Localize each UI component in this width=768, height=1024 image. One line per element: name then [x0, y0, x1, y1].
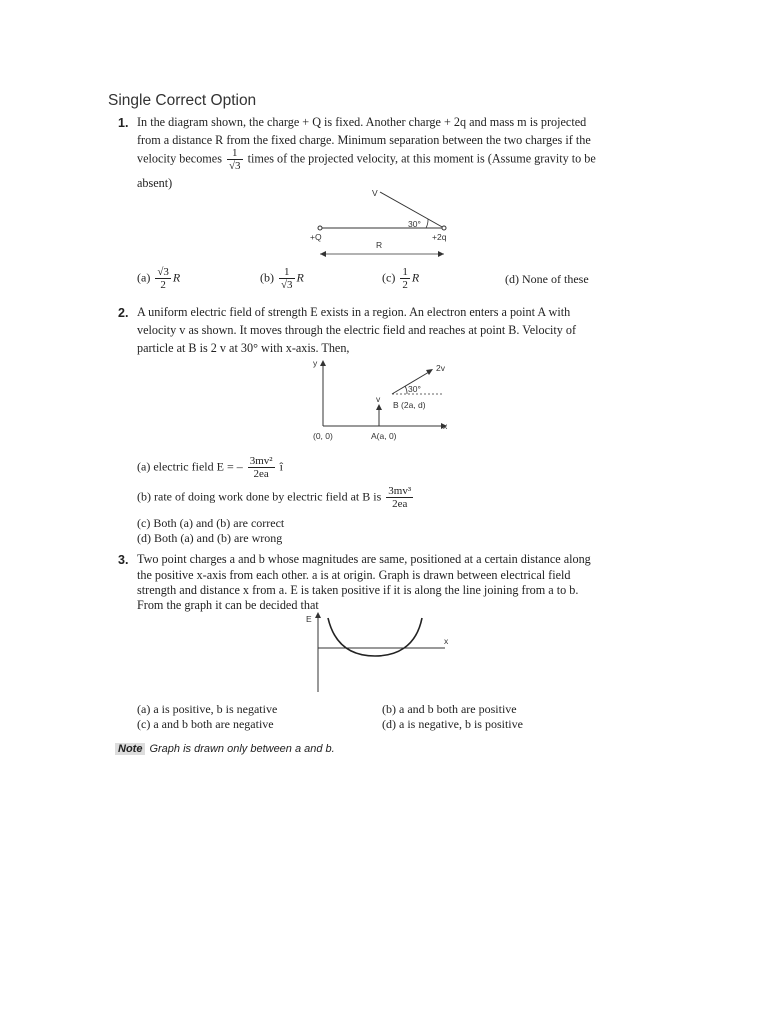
- q1-diag-angle: 30°: [408, 219, 421, 229]
- q2-diagram: [305, 356, 465, 446]
- q2-opt-a-pre: (a) electric field E = –: [137, 459, 243, 474]
- q1-charge-q: [318, 226, 322, 230]
- q3-e-arrow: [315, 612, 321, 618]
- q3-line3: strength and distance x from a. E is taken positive if it is along the line joining from a to b.: [137, 583, 579, 597]
- q2-diag-a: A(a, 0): [371, 431, 397, 441]
- q3-line2: the positive x-axis from each other. a is at origin. Graph is drawn between electrical field: [137, 568, 571, 582]
- q1-opt-c-label: (c): [382, 270, 396, 285]
- q2-diag-angle: 30°: [408, 384, 421, 394]
- q3-option-b: (b) a and b both are positive: [382, 702, 517, 716]
- q1-opt-d-label: (d): [505, 272, 519, 286]
- section-heading: Single Correct Option: [108, 92, 257, 109]
- note-tag: Note: [115, 743, 145, 755]
- q1-diag-qleft: +Q: [310, 232, 322, 242]
- q1-arrow-right: [438, 251, 444, 257]
- q3-option-c: (c) a and b both are negative: [137, 717, 274, 731]
- q2-diag-2v: 2v: [436, 363, 445, 373]
- q1-opt-a-label: (a): [137, 270, 151, 285]
- q3-graph: [300, 608, 460, 694]
- q1-opt-c-num: 1: [402, 266, 408, 278]
- note: [115, 739, 335, 757]
- q2-opt-a-post: î: [279, 459, 283, 474]
- q1-frac-num: 1: [227, 147, 243, 160]
- q1-charge-2q: [442, 226, 446, 230]
- q1-line1: In the diagram shown, the charge + Q is fixed. Another charge + 2q and mass m is projected: [137, 115, 587, 129]
- q1-opt-b-var: R: [296, 270, 304, 285]
- note-text: Graph is drawn only between a and b.: [149, 743, 335, 755]
- q1-opt-b-num: 1: [279, 266, 295, 279]
- q2-line1: A uniform electric field of strength E exists in a region. An electron enters a point A with: [137, 305, 571, 319]
- q1-opt-a-den: 2: [160, 279, 166, 291]
- q3-line1: Two point charges a and b whose magnitudes are same, positioned at a certain distance along: [137, 552, 591, 566]
- q1-line3-start: velocity becomes: [137, 151, 222, 166]
- q1-number: 1.: [118, 116, 129, 130]
- q1-opt-c-den: 2: [402, 279, 408, 291]
- q1-opt-c-var: R: [411, 270, 420, 285]
- q1-option-a: [137, 266, 180, 291]
- q1-frac-den: √3: [229, 160, 241, 172]
- q2-option-a: [137, 455, 283, 480]
- q3-curve: [328, 618, 422, 656]
- q1-option-c: [382, 266, 419, 291]
- q1-line3: [137, 147, 596, 172]
- q3-graph-e: E: [306, 614, 312, 624]
- q2-number: 2.: [118, 306, 129, 320]
- q1-opt-a-var: R: [172, 270, 181, 285]
- q2-velocity-b-arrow: [426, 369, 433, 375]
- q2-line3: particle at B is 2 v at 30° with x-axis. Then,: [137, 341, 350, 355]
- q2-opt-b-den: 2ea: [392, 498, 408, 510]
- q1-diag-r: R: [376, 240, 383, 250]
- q1-line2: from a distance R from the fixed charge. Minimum separation between the two charges if the: [137, 133, 591, 147]
- q1-diagram: [300, 182, 470, 262]
- q3-option-a: (a) a is positive, b is negative: [137, 702, 278, 716]
- q2-velocity-a-arrow: [376, 404, 382, 410]
- q1-line4: absent): [137, 176, 173, 190]
- q1-angle-arc: [426, 219, 428, 228]
- q3-option-d: (d) a is negative, b is positive: [382, 717, 523, 731]
- q2-y-arrow: [320, 360, 326, 366]
- q2-option-d: (d) Both (a) and (b) are wrong: [137, 531, 283, 545]
- q2-diag-v: v: [376, 394, 381, 404]
- q3-line4: From the graph it can be decided that: [137, 598, 319, 612]
- q2-option-b: [137, 485, 415, 510]
- q2-angle-arc: [405, 386, 407, 394]
- q2-opt-b-pre: (b) rate of doing work done by electric field at B is: [137, 489, 382, 504]
- q1-fraction: [227, 147, 243, 172]
- q2-diag-origin: (0, 0): [313, 431, 333, 441]
- q1-line3-end: times of the projected velocity, at this moment is (Assume gravity to be: [247, 151, 596, 166]
- q1-option-b: [260, 266, 304, 291]
- q2-diag-y: y: [313, 358, 318, 368]
- q1-arrow-left: [320, 251, 326, 257]
- q1-diag-qright: +2q: [432, 232, 447, 242]
- q2-opt-a-num: 3mv²: [249, 455, 273, 467]
- q2-opt-a-den: 2ea: [253, 468, 269, 480]
- q1-opt-b-label: (b): [260, 270, 274, 285]
- q1-option-d: [505, 272, 589, 287]
- q1-diag-v: V: [372, 188, 378, 198]
- q1-opt-d-text: None of these: [522, 272, 589, 286]
- q2-line2: velocity v as shown. It moves through the electric field and reaches at point B. Velocity of: [137, 323, 577, 337]
- q1-opt-b-den: √3: [281, 279, 293, 291]
- q3-number: 3.: [118, 553, 129, 567]
- q3-graph-x: x: [444, 636, 449, 646]
- q2-diag-x: x: [443, 421, 448, 431]
- q2-option-c: (c) Both (a) and (b) are correct: [137, 516, 285, 530]
- q2-opt-b-num: 3mv³: [388, 485, 412, 497]
- q2-diag-b: B (2a, d): [393, 400, 426, 410]
- q1-opt-a-num: √3: [157, 266, 169, 278]
